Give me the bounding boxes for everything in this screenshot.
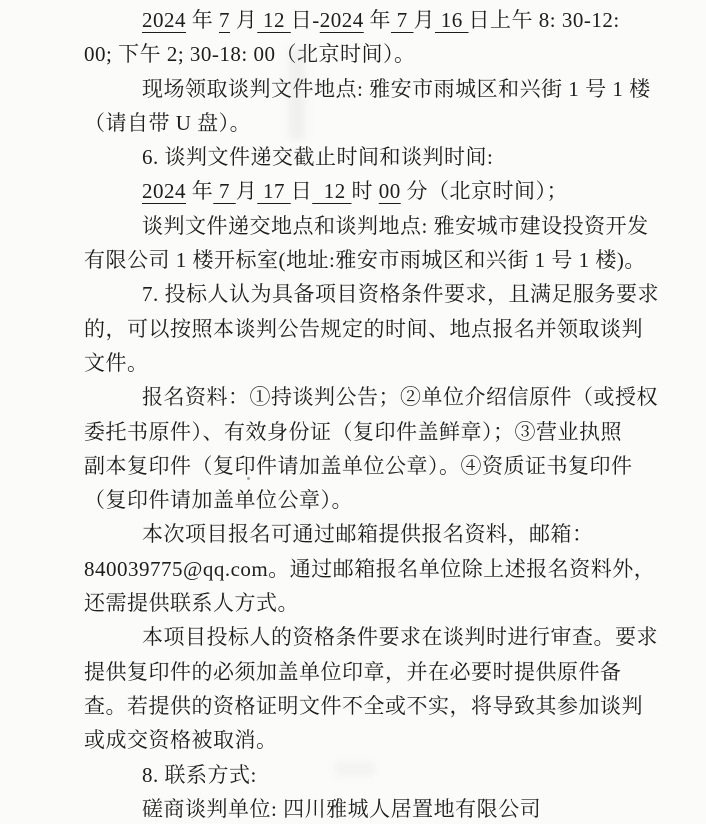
text-segment: 查。若提供的资格证明文件不全或不实，将导致其参加谈判 (84, 693, 643, 718)
text-segment: 时 (351, 179, 379, 204)
underlined-text: 12 (257, 8, 291, 32)
text-line (84, 346, 674, 380)
text-line (84, 72, 674, 106)
document-body (84, 3, 674, 824)
text-line (84, 277, 674, 311)
text-segment: 或成交资格被取消。 (84, 728, 278, 753)
text-segment: 月 (230, 8, 258, 32)
text-line (84, 174, 674, 208)
text-line (84, 106, 674, 140)
underlined-text: 00 (378, 179, 401, 204)
underlined-text: 2024 (142, 179, 186, 204)
text-line (84, 655, 674, 689)
text-line (84, 415, 674, 449)
underlined-text: 7 (391, 8, 414, 32)
text-line (84, 758, 674, 792)
text-segment: 有限公司 1 楼开标室(地址:雅安市雨城区和兴街 1 号 1 楼)。 (84, 248, 646, 273)
text-segment: （请自带 U 盘）。 (84, 110, 252, 135)
text-segment: 本项目投标人的资格条件要求在谈判时进行审查。要求 (142, 625, 658, 650)
text-segment: 日 (290, 179, 313, 204)
text-line (84, 37, 674, 71)
text-segment: 报名资料：①持谈判公告；②单位介绍信原件（或授权 (142, 385, 658, 410)
text-segment: 的，可以按照本谈判公告规定的时间、地点报名并领取谈判 (84, 316, 643, 341)
text-segment: 年 (186, 179, 214, 204)
text-segment: 委托书原件）、有效身份证（复印件盖鲜章）；③营业执照 (84, 419, 622, 444)
text-line (84, 723, 674, 757)
text-line (84, 209, 674, 243)
underlined-text: 17 (257, 179, 291, 204)
text-line (84, 586, 674, 620)
text-segment: 文件。 (84, 350, 149, 375)
text-segment: （复印件请加盖单位公章）。 (84, 488, 353, 513)
text-segment: 日上午 8: 30-12: (468, 8, 620, 32)
underlined-text: 2024 (319, 8, 364, 32)
text-segment: 月 (235, 179, 258, 204)
text-segment: 年 (186, 8, 219, 32)
text-segment: 分（北京时间）； (400, 179, 568, 204)
text-line (84, 312, 674, 346)
text-segment: 6. 谈判文件递交截止时间和谈判时间: (142, 145, 494, 170)
text-line (84, 380, 674, 414)
underlined-text: 16 (435, 8, 469, 32)
text-line (84, 243, 674, 277)
text-segment: 7. 投标人认为具备项目资格条件要求，且满足服务要求 (142, 282, 659, 307)
text-segment: 年 (363, 8, 391, 32)
text-line (84, 792, 674, 824)
underlined-text: 7 (213, 179, 236, 204)
text-line (84, 517, 674, 551)
text-segment: 840039775@qq.com。通过邮箱报名单位除上述报名资料外， (84, 556, 656, 581)
text-segment: 谈判文件递交地点和谈判地点: 雅安城市建设投资开发 (142, 213, 649, 238)
text-line (84, 483, 674, 517)
text-segment: 还需提供联系人方式。 (84, 591, 299, 616)
text-segment: 00; 下午 2; 30-18: 00（北京时间）。 (84, 42, 416, 67)
underlined-text: 12 (312, 179, 352, 204)
text-line (84, 552, 674, 586)
underlined-text: 7 (219, 8, 230, 32)
underlined-text: 2024 (142, 8, 186, 32)
text-segment: 日- (290, 8, 320, 32)
text-segment: 磋商谈判单位: 四川雅城人居置地有限公司 (142, 796, 542, 821)
text-segment: 现场领取谈判文件地点: 雅安市雨城区和兴街 1 号 1 楼 (142, 76, 651, 101)
text-segment: 月 (413, 8, 435, 32)
text-segment: 本次项目报名可通过邮箱提供报名资料，邮箱： (142, 522, 594, 547)
text-line (84, 620, 674, 654)
text-segment: 8. 联系方式: (142, 762, 257, 787)
text-line (84, 3, 674, 37)
text-segment: 副本复印件（复印件请加盖单位公章）。④资质证书复印件 (84, 453, 633, 478)
text-segment: 提供复印件的必须加盖单位印章，并在必要时提供原件备 (84, 659, 622, 684)
text-line (84, 140, 674, 174)
text-line (84, 449, 674, 483)
text-line (84, 689, 674, 723)
